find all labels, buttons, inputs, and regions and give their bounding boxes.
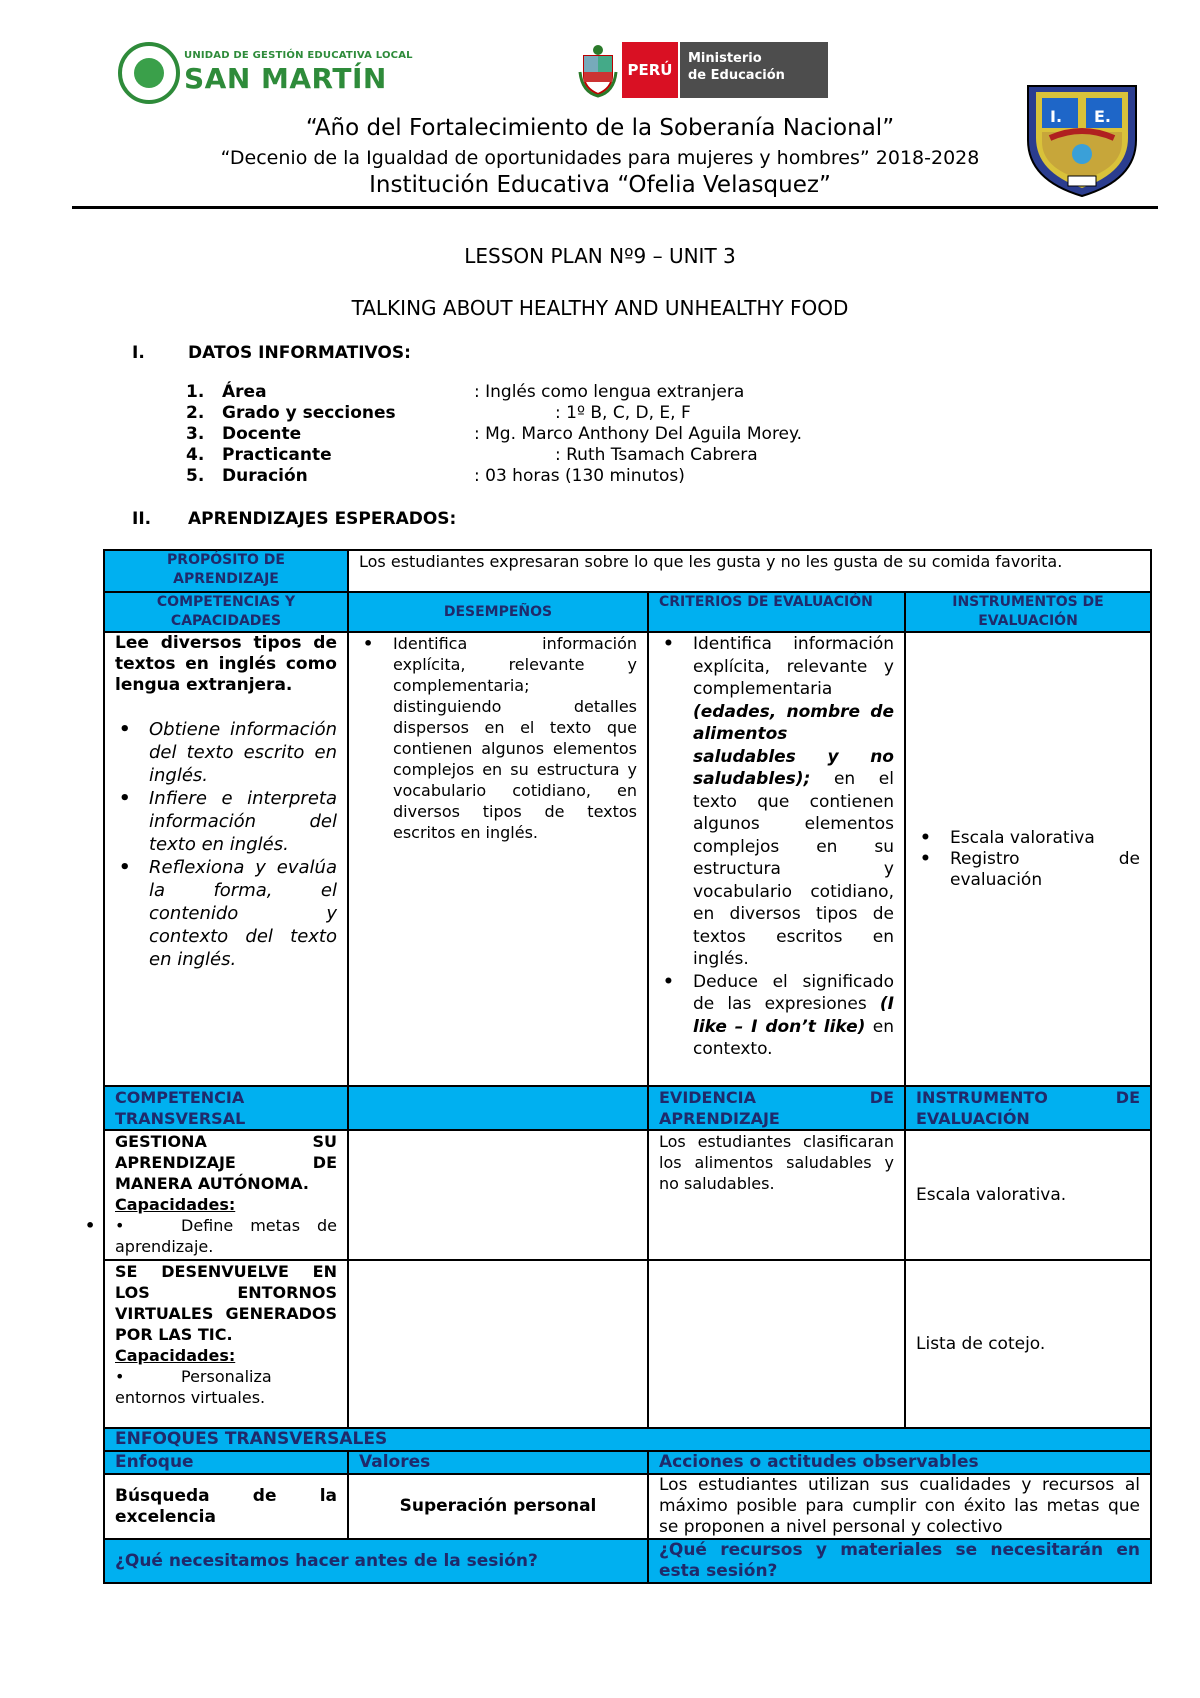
header-competencias: COMPETENCIAS Y CAPACIDADES xyxy=(104,592,348,632)
header-comp-transversal: COMPETENCIA TRANSVERSAL xyxy=(104,1086,348,1130)
institution-name: Institución Educativa “Ofelia Velasquez” xyxy=(369,172,831,198)
year-motto: “Año del Fortalecimiento de la Soberanía Nacional” xyxy=(305,115,895,141)
instrumentos-cell xyxy=(905,632,1151,1086)
valor-value: Superación personal xyxy=(348,1474,648,1539)
table-row xyxy=(104,1474,1151,1539)
list-item xyxy=(693,633,894,971)
info-value: : Inglés como lengua extranjera xyxy=(474,382,745,402)
list-item: • Registro de evaluación xyxy=(950,849,1140,891)
transversal-1-caps xyxy=(115,1215,337,1257)
section-1-title: DATOS INFORMATIVOS: xyxy=(188,343,411,363)
transversal-1-instrumento: Escala valorativa. xyxy=(905,1130,1151,1260)
list-item xyxy=(115,1366,337,1408)
peru-label: PERÚ xyxy=(622,42,678,98)
criterios-list xyxy=(659,633,894,1061)
list-item: • Escala valorativa xyxy=(950,828,1140,849)
criterio-text: Deduce el significado de las expresiones xyxy=(693,971,894,1014)
info-label: Grado y secciones xyxy=(222,403,396,423)
lesson-plan-table xyxy=(103,549,1152,1584)
criterio-emphasis: (edades, nombre de alimentos saludables y no saludables); xyxy=(693,701,894,789)
svg-text:I.: I. xyxy=(1050,107,1063,126)
enfoque-value: Búsqueda de la excelencia xyxy=(104,1474,348,1539)
table-row xyxy=(104,1451,1151,1474)
capacidades-label: Capacidades: xyxy=(115,1195,236,1214)
header-acciones: Acciones o actitudes observables xyxy=(648,1451,1151,1474)
capacidades-list xyxy=(115,718,337,971)
ugel-logo xyxy=(118,40,413,110)
empty-cell xyxy=(648,1260,905,1428)
empty-cell xyxy=(348,1130,648,1260)
lesson-subtitle: TALKING ABOUT HEALTHY AND UNHEALTHY FOOD xyxy=(351,296,849,320)
section-1-num: I. xyxy=(132,343,145,363)
transversal-2-cell xyxy=(104,1260,348,1428)
info-value: : 03 horas (130 minutos) xyxy=(474,466,685,486)
ugel-name: SAN MARTÍN xyxy=(184,62,387,95)
desempenos-cell xyxy=(348,632,648,1086)
minedu-logo xyxy=(578,42,828,100)
section-2-num: II. xyxy=(132,509,152,529)
header-empty xyxy=(348,1086,648,1130)
proposito-text: Los estudiantes expresaran sobre lo que les gusta y no les gusta de su comida favorita. xyxy=(348,550,1151,592)
bullet-icon: • xyxy=(115,1216,125,1235)
ministry-label xyxy=(680,42,828,98)
header-instrumento: INSTRUMENTO DE EVALUACIÓN xyxy=(905,1086,1151,1130)
info-value: : Mg. Marco Anthony Del Aguila Morey. xyxy=(474,424,803,444)
competencias-cell xyxy=(104,632,348,1086)
lesson-title: LESSON PLAN Nº9 – UNIT 3 xyxy=(464,244,736,268)
info-label: Área xyxy=(222,382,267,402)
empty-cell xyxy=(348,1260,648,1428)
peru-coat-of-arms-icon xyxy=(578,42,618,98)
section-2-heading xyxy=(132,509,632,531)
criterio-emphasis: (I like – I don’t like) xyxy=(693,994,894,1037)
list-item xyxy=(115,1215,337,1257)
info-label: Docente xyxy=(222,424,302,444)
table-row xyxy=(104,1130,1151,1260)
transversal-2-instrumento: Lista de cotejo. xyxy=(905,1260,1151,1428)
table-row xyxy=(104,1428,1151,1451)
transversal-1-evidencia: Los estudiantes clasificaran los alimentos saludables y no saludables. xyxy=(648,1130,905,1260)
transversal-1-cell xyxy=(104,1130,348,1260)
table-row xyxy=(104,1539,1151,1583)
list-item: • Reflexiona y evalúa la forma, el contenido y contexto del texto en inglés. xyxy=(149,856,337,971)
table-row xyxy=(104,632,1151,1086)
instrumentos-list xyxy=(916,828,1140,891)
info-value: : Ruth Tsamach Cabrera xyxy=(555,445,758,465)
bullet-icon: • xyxy=(115,1367,125,1386)
table-row xyxy=(104,550,1151,592)
list-item: • Infiere e interpreta información del texto en inglés. xyxy=(149,787,337,856)
table-row xyxy=(104,1086,1151,1130)
competencia-title: Lee diversos tipos de textos en inglés como lengua extranjera. xyxy=(115,633,337,695)
section-1-heading xyxy=(132,343,632,365)
decade-motto: “Decenio de la Igualdad de oportunidades para mujeres y hombres” 2018-2028 xyxy=(220,147,980,169)
criterio-text: Identifica información explícita, relevante y complementaria xyxy=(693,634,894,699)
ugel-unit-text: UNIDAD DE GESTIÓN EDUCATIVA LOCAL xyxy=(184,50,413,61)
header-enfoque: Enfoque xyxy=(104,1451,348,1474)
info-num: 3. xyxy=(186,424,205,444)
ministry-line1: Ministerio xyxy=(688,51,762,66)
ugel-seal-icon xyxy=(118,42,180,104)
info-list xyxy=(186,382,886,492)
header-divider xyxy=(72,206,1158,209)
proposito-label: PROPÓSITO DE APRENDIZAJE xyxy=(104,550,348,592)
desempenos-list xyxy=(359,633,637,843)
capacidades-label: Capacidades: xyxy=(115,1346,236,1365)
list-item: • Identifica información explícita, relevante y complementaria; distinguiendo detalles dispersos en el texto que contienen algunos elementos complejos en su estructura y vocabulario cotidiano, en diversos tipos de textos escritos en inglés. xyxy=(393,633,637,843)
transversal-1-title: GESTIONA SU APRENDIZAJE DE MANERA AUTÓNOMA. xyxy=(115,1132,337,1193)
list-item xyxy=(693,971,894,1061)
capacidad-text: Define metas de aprendizaje. xyxy=(115,1216,337,1256)
transversal-2-title: SE DESENVUELVE EN LOS ENTORNOS VIRTUALES GENERADOS POR LAS TIC. xyxy=(115,1262,337,1344)
svg-text:E.: E. xyxy=(1094,107,1112,126)
header-valores: Valores xyxy=(348,1451,648,1474)
info-num: 4. xyxy=(186,445,205,465)
info-value: : 1º B, C, D, E, F xyxy=(555,403,691,423)
question-resources: ¿Qué recursos y materiales se necesitarán en esta sesión? xyxy=(648,1539,1151,1583)
info-num: 1. xyxy=(186,382,205,402)
header-desempenos: DESEMPEÑOS xyxy=(348,592,648,632)
info-label: Duración xyxy=(222,466,308,486)
info-label: Practicante xyxy=(222,445,332,465)
ministry-line2: de Educación xyxy=(688,68,785,83)
header-evidencia: EVIDENCIA DE APRENDIZAJE xyxy=(648,1086,905,1130)
criterio-text: en contexto. xyxy=(693,1016,894,1059)
criterios-cell xyxy=(648,632,905,1086)
question-before-session: ¿Qué necesitamos hacer antes de la sesión? xyxy=(104,1539,648,1583)
table-row xyxy=(104,592,1151,632)
acciones-value: Los estudiantes utilizan sus cualidades y recursos al máximo posible para cumplir con éxito las metas que se proponen a nivel personal y colectivo xyxy=(648,1474,1151,1539)
criterio-text: en el texto que contienen algunos elementos complejos en su estructura y vocabulario cotidiano, en diversos tipos de textos escritos en inglés. xyxy=(693,769,894,969)
table-row xyxy=(104,1260,1151,1428)
info-num: 2. xyxy=(186,403,205,423)
header-instrumentos: INSTRUMENTOS DE EVALUACIÓN xyxy=(905,592,1151,632)
header-enfoques: ENFOQUES TRANSVERSALES xyxy=(104,1428,1151,1451)
header-criterios: CRITERIOS DE EVALUACIÓN xyxy=(648,592,905,632)
info-num: 5. xyxy=(186,466,205,486)
capacidad-text: Personaliza entornos virtuales. xyxy=(115,1367,272,1407)
section-2-title: APRENDIZAJES ESPERADOS: xyxy=(188,509,457,529)
list-item: • Obtiene información del texto escrito en inglés. xyxy=(149,718,337,787)
